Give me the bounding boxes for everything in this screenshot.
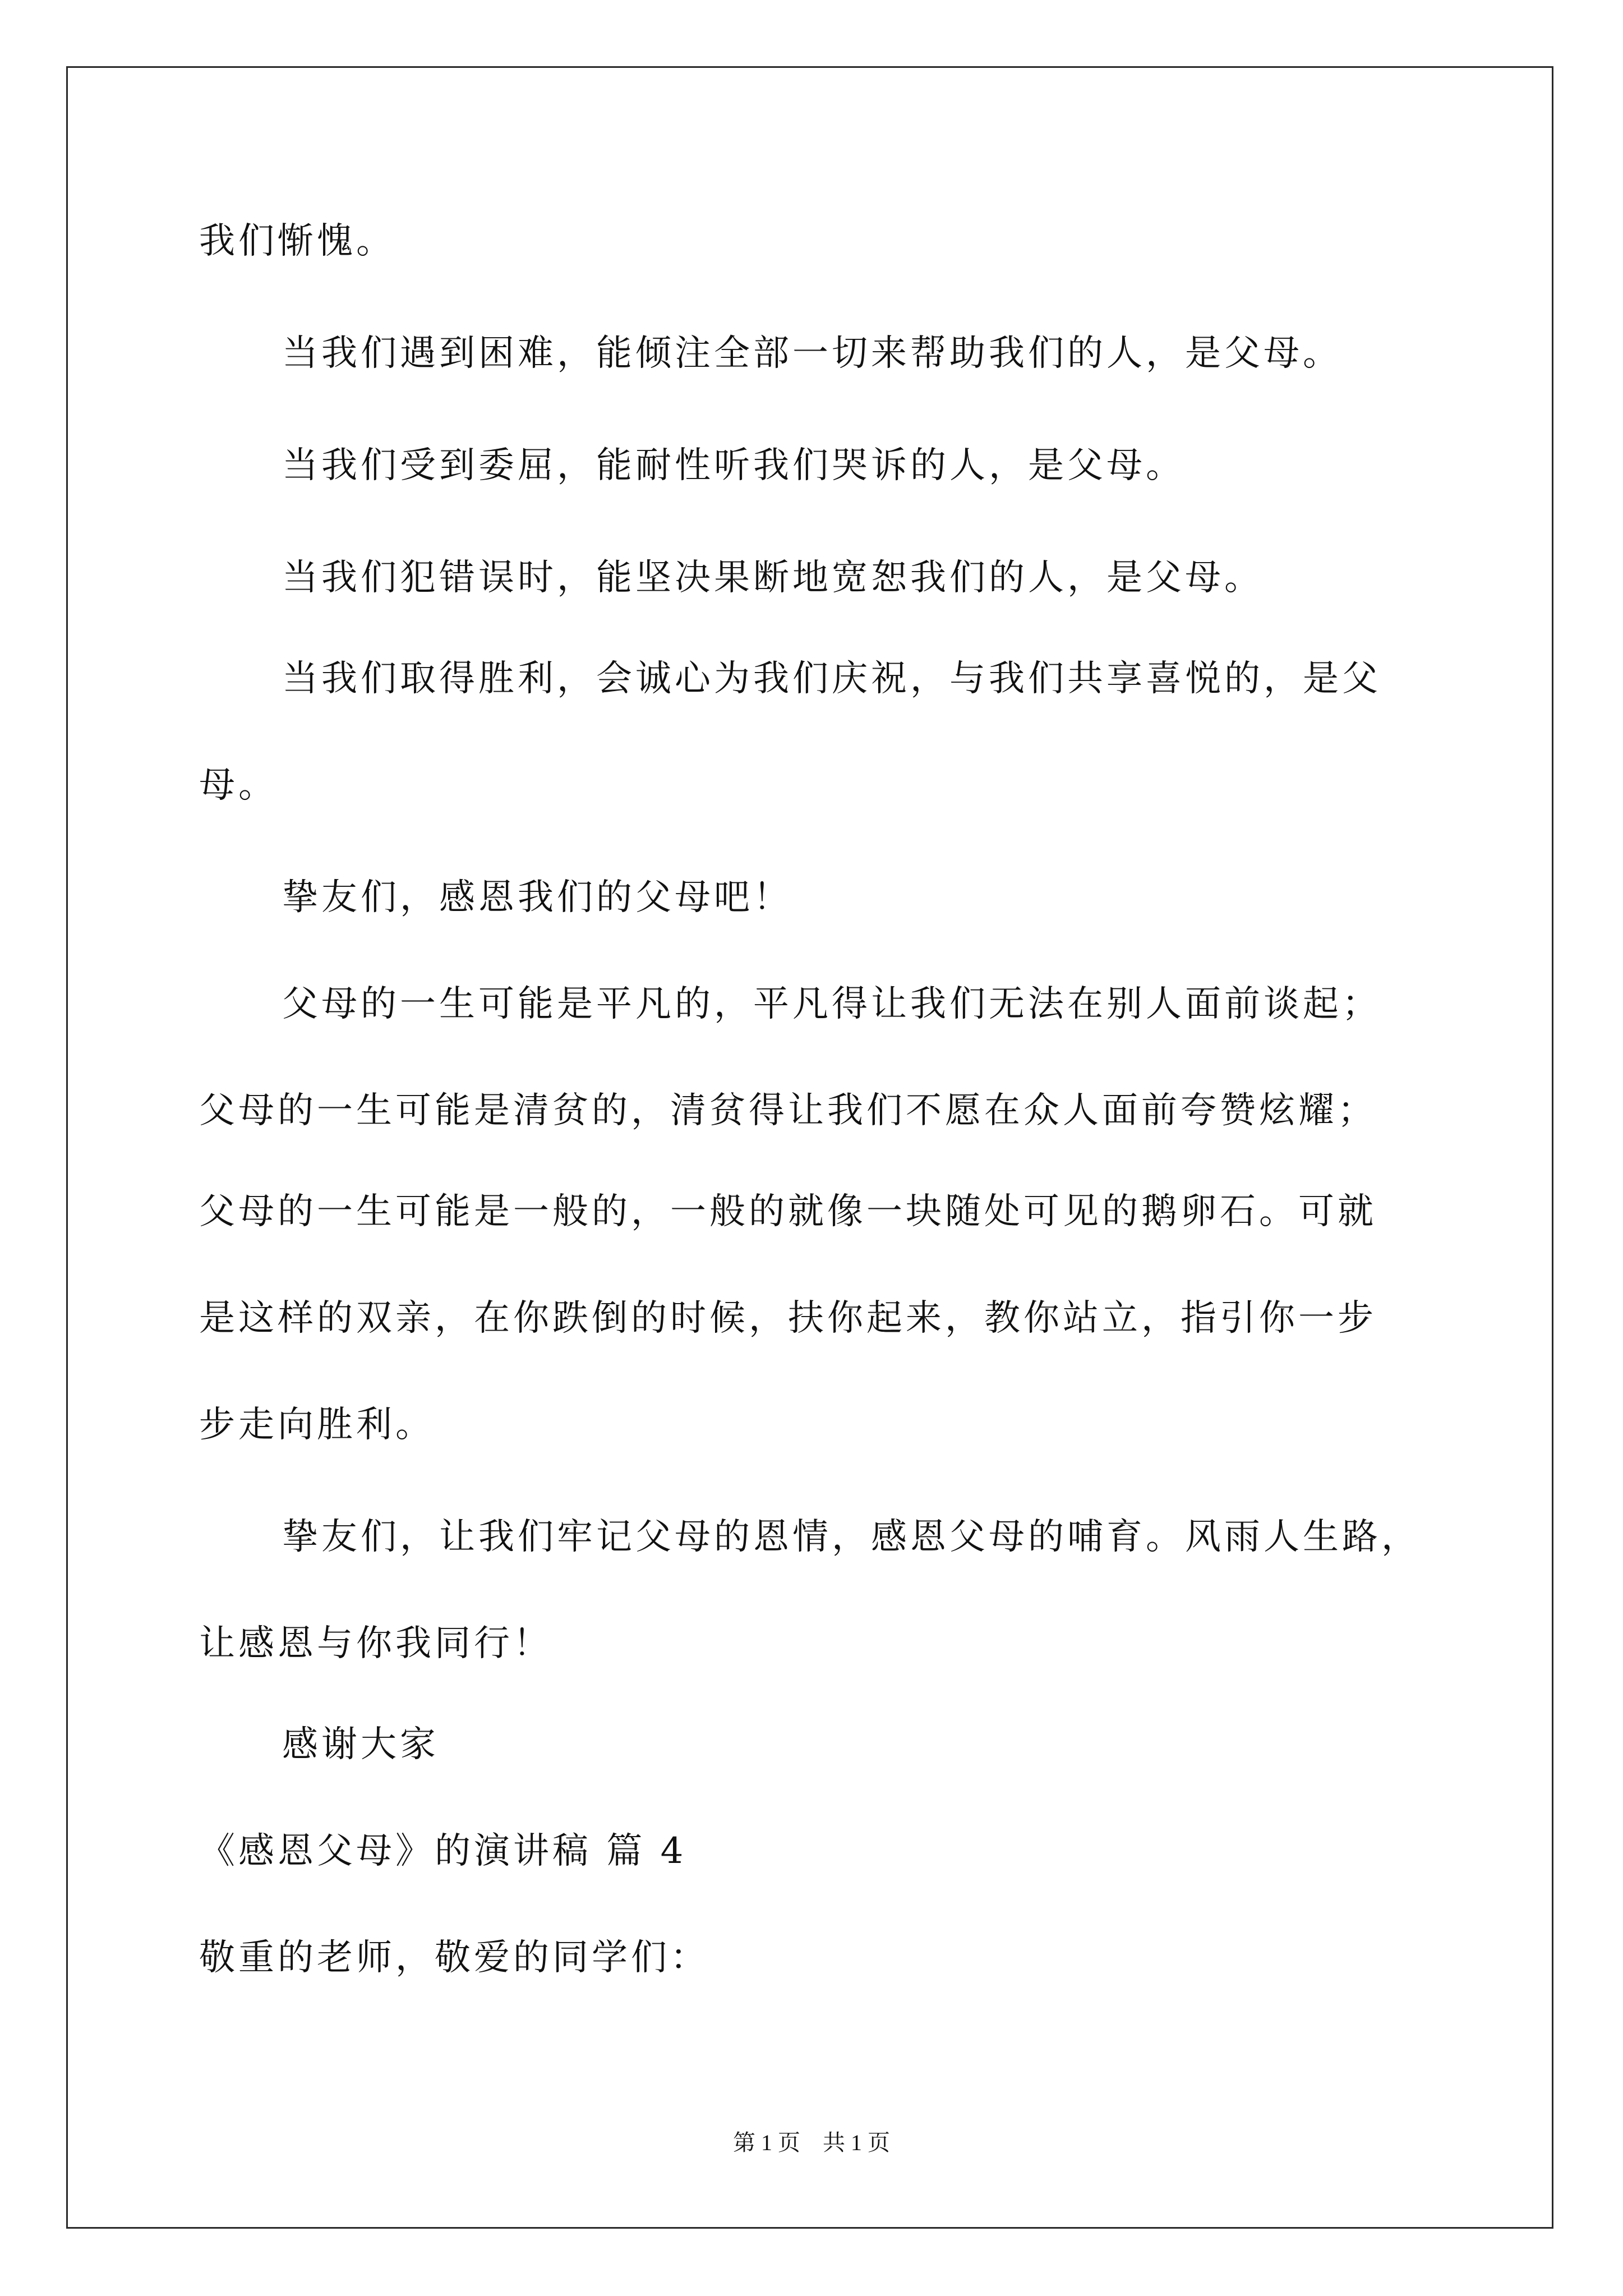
text-line: 挚友们，让我们牢记父母的恩情，感恩父母的哺育。风雨人生路， [282,1516,1421,1558]
page-border [66,66,1553,2229]
text-line: 感谢大家 [282,1724,439,1765]
text-line: 父母的一生可能是一般的，一般的就像一块随处可见的鹅卵石。可就 [199,1191,1377,1232]
section-heading: 《感恩父母》的演讲稿 篇 4 [199,1830,687,1872]
text-line: 当我们犯错误时，能坚决果断地宽恕我们的人，是父母。 [282,557,1264,599]
text-line: 父母的一生可能是平凡的，平凡得让我们无法在别人面前谈起； [282,983,1381,1025]
text-line: 敬重的老师，敬爱的同学们： [199,1937,709,1978]
text-line: 当我们受到委屈，能耐性听我们哭诉的人，是父母。 [282,445,1185,486]
text-line: 父母的一生可能是清贫的，清贫得让我们不愿在众人面前夸赞炫耀； [199,1090,1377,1131]
text-line: 挚友们，感恩我们的父母吧！ [282,877,792,918]
text-line: 让感恩与你我同行！ [199,1623,552,1664]
text-line: 当我们遇到困难，能倾注全部一切来帮助我们的人，是父母。 [282,333,1342,374]
page-footer: 第 1 页 共 1 页 [733,2130,890,2155]
text-line: 是这样的双亲，在你跌倒的时候，扶你起来，教你站立，指引你一步 [199,1297,1377,1339]
text-line: 母。 [199,765,278,806]
text-line: 步走向胜利。 [199,1404,435,1446]
text-line: 我们惭愧。 [199,220,395,262]
text-line: 当我们取得胜利，会诚心为我们庆祝，与我们共享喜悦的，是父 [282,658,1381,700]
